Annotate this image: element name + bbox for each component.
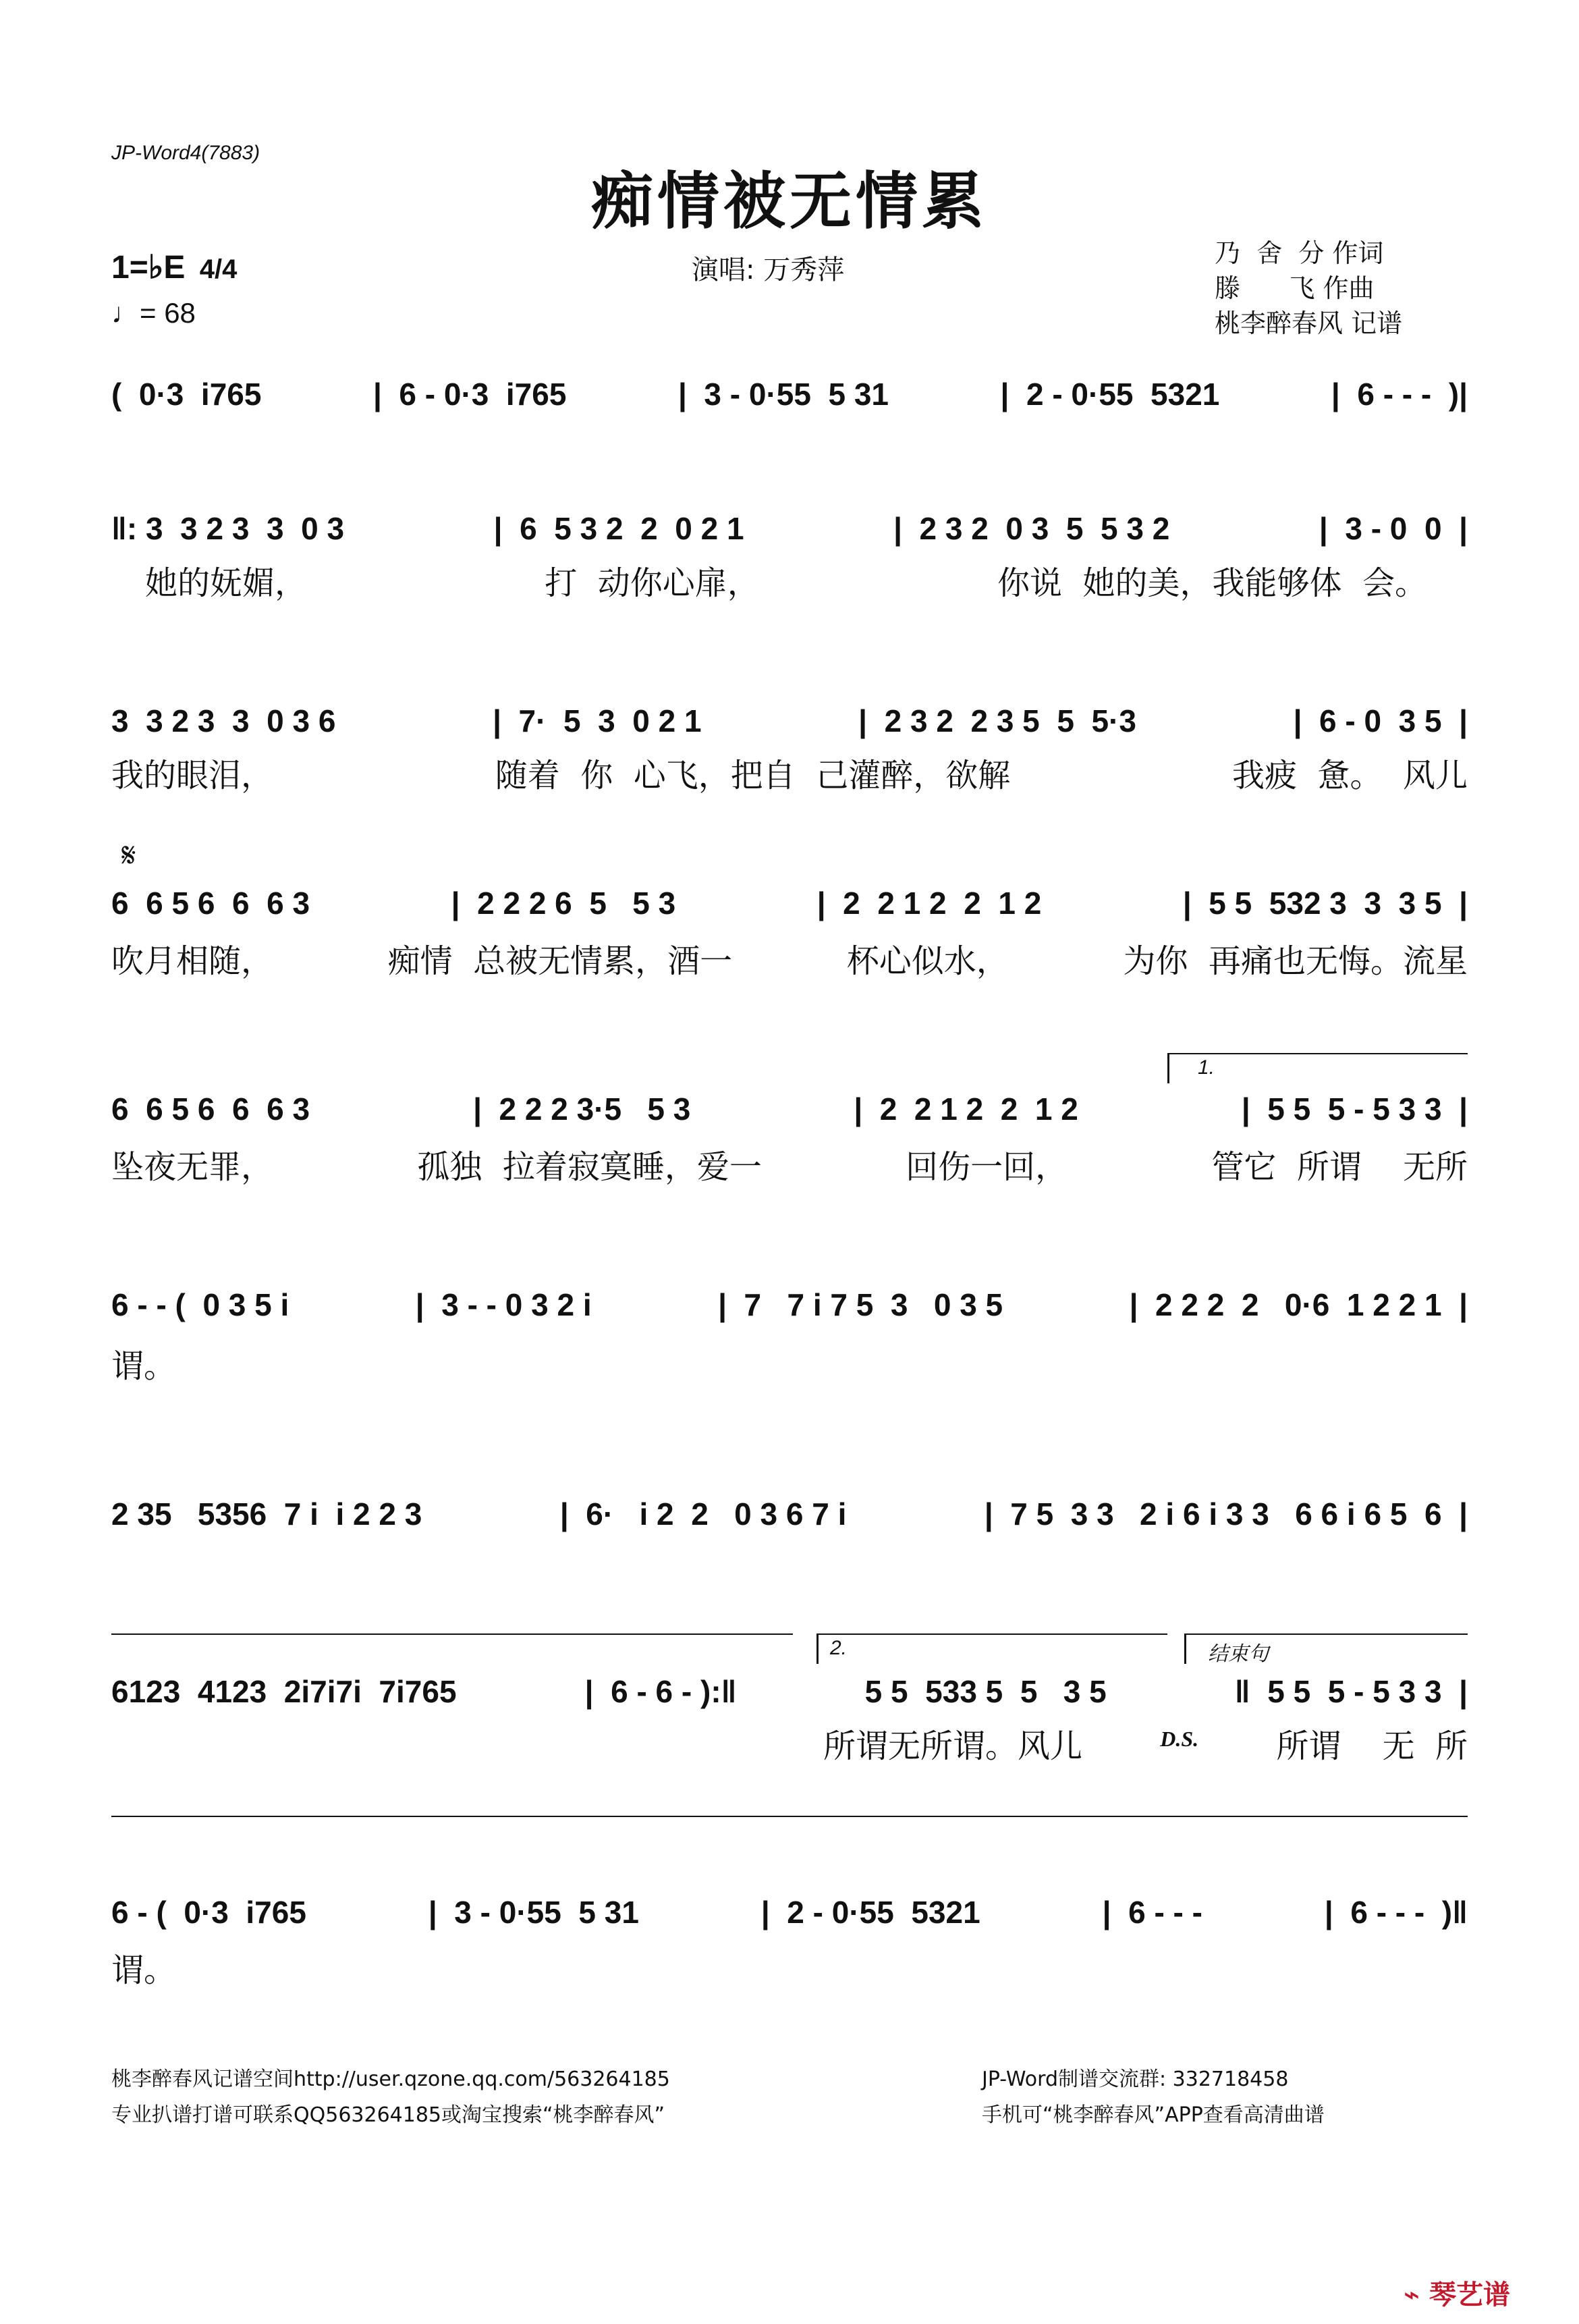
lyric: 痴情 总被无情累，酒一 xyxy=(387,942,733,980)
lyric: 谓。 xyxy=(111,1951,177,1989)
time-signature: 4/4 xyxy=(199,254,238,284)
coda-label: 结束句 xyxy=(1208,1643,1269,1665)
lyric: 打 动你心扉， xyxy=(545,564,760,602)
footer-left-1: 桃李醉春风记谱空间http://user.qzone.qq.com/563264185 xyxy=(111,2068,670,2091)
measure: 6 - ( 0·3 i765 xyxy=(111,1895,306,1930)
measure: 6123 4123 2i7i7i 7i765 xyxy=(111,1674,457,1709)
measure: | 6 5 3 2 2 0 2 1 xyxy=(493,511,744,546)
score-row-6 xyxy=(111,1279,1468,1330)
transcriber-credit: 桃李醉春风 记谱 xyxy=(1215,308,1403,338)
measure: 2 35 5356 7 i i 2 2 3 xyxy=(111,1496,422,1532)
score-row-8 xyxy=(111,1666,1468,1717)
measure: | 6 - - - )| xyxy=(1331,377,1468,412)
footer-left-2: 专业扒谱打谱可联系QQ563264185或淘宝搜索“桃李醉春风” xyxy=(111,2103,665,2127)
score-row-4 xyxy=(111,877,1468,929)
measure: | 6 - 0 3 5 | xyxy=(1293,703,1468,738)
volta-2-hook xyxy=(816,1633,819,1664)
measure: | 3 - 0 0 | xyxy=(1319,511,1468,546)
logo-text: 琴艺谱 xyxy=(1429,2279,1511,2311)
key-signature xyxy=(111,248,237,286)
lyric: 我疲 惫。 风儿 xyxy=(1231,757,1468,794)
composer-credit: 滕 飞 作曲 xyxy=(1215,273,1375,303)
lyric: 坠夜无罪， xyxy=(111,1148,274,1186)
lyric: 我的眼泪， xyxy=(111,757,274,794)
measure: ‖ 5 5 5 - 5 3 3 | xyxy=(1234,1674,1468,1709)
segno-sign: 𝄋 xyxy=(121,836,136,875)
song-title: 痴情被无情累 xyxy=(590,165,988,238)
lyric: 回伤一回， xyxy=(906,1148,1068,1186)
lyrics-row-9 xyxy=(111,1944,1468,1995)
lyric: 她的妩媚， xyxy=(145,564,308,602)
volta-2-bracket xyxy=(816,1633,1167,1635)
lyric: 所谓无所谓。风儿 xyxy=(823,1727,1083,1765)
measure: 5 5 533 5 5 3 5 xyxy=(864,1674,1107,1709)
score-row-7 xyxy=(111,1488,1468,1540)
lyric: 你说 她的美，我能够体 会。 xyxy=(997,564,1427,602)
site-logo xyxy=(1404,2273,1510,2312)
logo-mark-icon: ⌁ xyxy=(1404,2279,1420,2311)
measure: | 6 - - - )‖ xyxy=(1324,1895,1468,1930)
measure: | 3 - 0·55 5 31 xyxy=(428,1895,639,1930)
measure: ‖: 3 3 2 3 3 0 3 xyxy=(111,511,345,546)
measure: | 6 - 6 - ):‖ xyxy=(584,1674,737,1709)
lyrics-row-8 xyxy=(823,1720,1468,1771)
measure: | 3 - - 0 3 2 i xyxy=(415,1287,592,1322)
volta-1-bracket xyxy=(1167,1053,1468,1054)
measure: | 2 2 2 3·5 5 3 xyxy=(473,1091,691,1127)
measure: | 2 - 0·55 5321 xyxy=(1000,377,1220,412)
tempo: ♩= 68 xyxy=(111,297,196,329)
score-row-1 xyxy=(111,369,1468,420)
key-label: 1=♭E xyxy=(111,250,186,286)
lyrics-row-6 xyxy=(111,1340,1468,1391)
volta-1-label: 1. xyxy=(1198,1056,1215,1079)
lyric: 为你 再痛也无悔。流星 xyxy=(1123,942,1468,980)
measure: 6 - - ( 0 3 5 i xyxy=(111,1287,289,1322)
volta-1-hook xyxy=(1167,1053,1169,1083)
measure: 3 3 2 3 3 0 3 6 xyxy=(111,703,336,738)
score-row-3 xyxy=(111,695,1468,747)
lyric: 杯心似水， xyxy=(846,942,1009,980)
measure: | 6 - 0·3 i765 xyxy=(372,377,567,412)
ds-mark: D.S. xyxy=(1160,1727,1199,1751)
measure: | 2 3 2 0 3 5 5 3 2 xyxy=(893,511,1170,546)
lyric: 吹月相随， xyxy=(111,942,274,980)
measure: | 6· i 2 2 0 3 6 7 i xyxy=(559,1496,847,1532)
lyric: 孤独 拉着寂寞睡，爱一 xyxy=(417,1148,762,1186)
lyricist-credit: 乃 舍 分 作词 xyxy=(1215,238,1384,268)
coda-bracket xyxy=(1184,1633,1468,1635)
measure: | 2 2 2 2 0·6 1 2 2 1 | xyxy=(1129,1287,1468,1322)
measure: | 6 - - - xyxy=(1102,1895,1202,1930)
score-row-2 xyxy=(111,503,1468,554)
measure: | 7 7 i 7 5 3 0 3 5 xyxy=(718,1287,1003,1322)
lyrics-row-3 xyxy=(111,749,1468,801)
measure: | 3 - 0·55 5 31 xyxy=(677,377,889,412)
measure: | 2 2 1 2 2 1 2 xyxy=(816,886,1042,921)
measure: | 5 5 5 - 5 3 3 | xyxy=(1241,1091,1468,1127)
app-label: JP-Word4(7883) xyxy=(111,142,260,164)
coda-hook xyxy=(1184,1633,1186,1664)
measure: | 2 2 1 2 2 1 2 xyxy=(854,1091,1078,1127)
volta-2-label: 2. xyxy=(830,1637,848,1659)
measure: | 2 3 2 2 3 5 5 5·3 xyxy=(858,703,1136,738)
measure: | 5 5 532 3 3 3 5 | xyxy=(1182,886,1468,921)
staff-line xyxy=(111,1633,793,1635)
score-row-9 xyxy=(111,1887,1468,1938)
measure: ( 0·3 i765 xyxy=(111,377,262,412)
measure: 6 6 5 6 6 6 3 xyxy=(111,1091,310,1127)
measure: | 2 2 2 6 5 5 3 xyxy=(451,886,676,921)
measure: | 7· 5 3 0 2 1 xyxy=(493,703,702,738)
lyrics-row-4 xyxy=(111,935,1468,986)
lyrics-row-2 xyxy=(111,557,1427,608)
footer-right-2: 手机可“桃李醉春风”APP查看高清曲谱 xyxy=(982,2103,1325,2127)
lyric: 所谓 无 所 xyxy=(1276,1727,1468,1765)
score-row-5 xyxy=(111,1083,1468,1135)
lyric: 谓。 xyxy=(111,1347,177,1385)
lyric: 随着 你 心飞，把自 己灌醉，欲解 xyxy=(495,757,1011,794)
footer-right-1: JP-Word制谱交流群: 332718458 xyxy=(982,2068,1289,2091)
measure: | 2 - 0·55 5321 xyxy=(760,1895,980,1930)
staff-line xyxy=(111,1816,1468,1817)
lyrics-row-5 xyxy=(111,1141,1468,1192)
measure: 6 6 5 6 6 6 3 xyxy=(111,886,310,921)
lyric: 管它 所谓 无所 xyxy=(1211,1148,1468,1186)
measure: | 7 5 3 3 2 i 6 i 3 3 6 6 i 6 5 6 | xyxy=(984,1496,1468,1532)
singer: 演唱: 万秀萍 xyxy=(692,254,845,286)
